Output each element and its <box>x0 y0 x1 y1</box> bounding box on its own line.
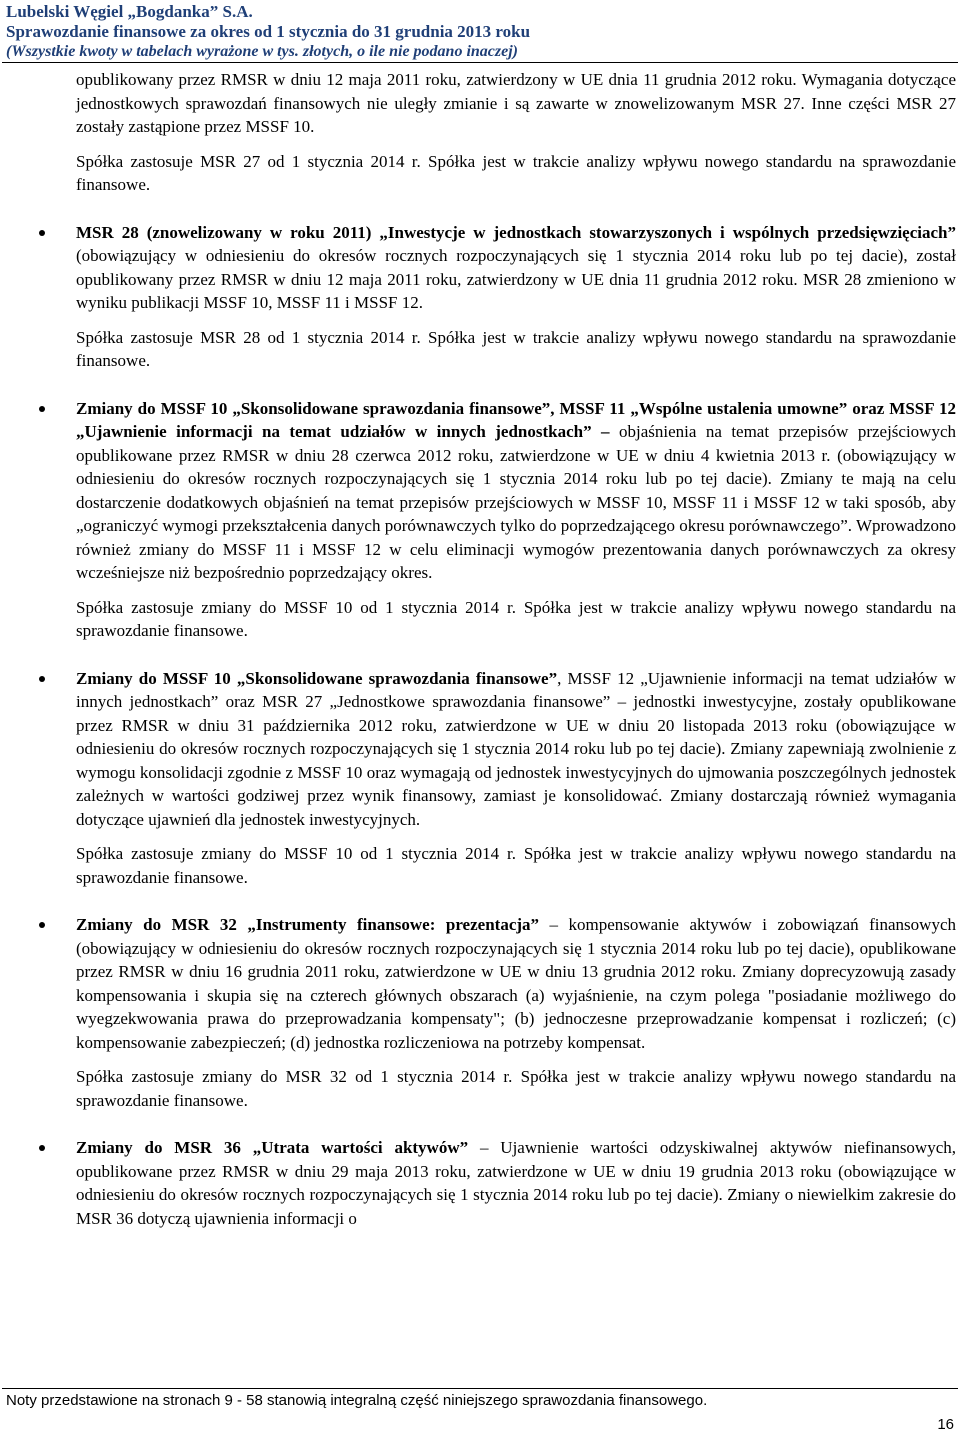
application-note: Spółka zastosuje MSR 28 od 1 stycznia 2014 r. Spółka jest w trakcie analizy wpływu nowego standardu na sprawozdanie finansowe. <box>76 327 956 370</box>
list-item-text <box>76 397 956 585</box>
bullet-icon <box>39 922 45 928</box>
header-rule <box>2 62 958 63</box>
document-body <box>76 68 956 1230</box>
bullet-icon <box>39 676 45 682</box>
bullet-icon <box>39 406 45 412</box>
list-item-lead: Zmiany do MSR 36 „Utrata wartości aktywów” <box>76 1138 469 1157</box>
list-item-body: (obowiązujący w odniesieniu do okresów rocznych rozpoczynających się 1 stycznia 2014 roku lub po tej dacie), został opublikowany przez RMSR w dniu 12 maja 2011 roku, zatwierdzony w UE dnia 11 grudnia 2012 roku. MSR 28 zmieniono w wyniku publikacji MSSF 10, MSSF 11 i MSSF 12. <box>76 246 956 312</box>
list-item-text <box>76 1136 956 1230</box>
company-name: Lubelski Węgiel „Bogdanka” S.A. <box>6 2 253 21</box>
list-item <box>76 1136 956 1230</box>
list-item <box>76 913 956 1112</box>
list-item-body: , MSSF 12 „Ujawnienie informacji na temat udziałów w innych jednostkach” oraz MSR 27 „Jednostkowe sprawozdania finansowe” – jednostki inwestycyjne, zostały opublikowane przez RMSR w dniu 31 października 2012 roku, zatwierdzone w UE w dniu 20 listopada 2013 roku (obowiązujące w odniesieniu do okresów rocznych rozpoczynających się 1 stycznia 2014 roku lub po tej dacie). Zmiany zapewniają zwolnienie z wymogu konsolidacji zgodnie z MSSF 10 oraz wymagają od jednostek inwestycyjnych do ujmowania poszczególnych jednostek zależnych w wartości godziwej przez wynik finansowy, zamiast je konsolidować. Zmiany dostarczają również wymagania dotyczące ujawnień dla jednostek inwestycyjnych. <box>76 668 956 829</box>
report-title: Sprawozdanie finansowe za okres od 1 stycznia do 31 grudnia 2013 roku <box>6 22 531 41</box>
bullet-icon <box>39 230 45 236</box>
list-item <box>76 221 956 373</box>
list-item-lead: MSR 28 (znowelizowany w roku 2011) „Inwestycje w jednostkach stowarzyszonych i wspólnych przedsięwzięciach” <box>76 222 956 242</box>
page-header <box>6 2 956 62</box>
list-item-body: objaśnienia na temat przepisów przejściowych opublikowane przez RMSR w dniu 28 czerwca 2012 roku, zatwierdzone w UE w dniu 4 kwietnia 2013 r. (obowiązujący w odniesieniu do okresów rocznych rozpoczynających się 1 stycznia 2014 roku lub po tej dacie). Zmiany te mają na celu dostarczenie dodatkowych objaśnień na temat przepisów przejściowych w MSSF 10, MSSF 11 i MSSF 12 w taki sposób, aby „ograniczyć wymogi przekształcenia danych porównawczych tylko do poprzedzającego okresu porównawczego”. Wprowadzono również zmiany do MSSF 11 i MSSF 12 w celu eliminacji wymogów prezentowania danych porównawczych za okresy wcześniejsze niż bezpośrednio poprzedzający okres. <box>76 422 957 582</box>
footer-note: Noty przedstawione na stronach 9 - 58 stanowią integralną część niniejszego sprawozdania finansowego. <box>6 1392 708 1409</box>
list-item-lead: Zmiany do MSR 32 „Instrumenty finansowe: prezentacja” <box>76 915 540 934</box>
list-item-text <box>76 221 956 315</box>
amounts-note: (Wszystkie kwoty w tabelach wyrażone w tys. złotych, o ile nie podano inaczej) <box>6 43 518 60</box>
list-item-body: – Ujawnienie wartości odzyskiwalnej aktywów niefinansowych, opublikowane przez RMSR w dniu 29 maja 2013 roku, zatwierdzone w UE w dniu 19 grudnia 2013 roku (obowiązujące w odniesieniu do okresów rocznych rozpoczynających się 1 stycznia 2014 roku lub po tej dacie). Zmiany o niewielkim zakresie do MSR 36 dotyczą ujawnienia informacji o <box>76 1138 957 1228</box>
list-item-text <box>76 667 956 832</box>
application-note: Spółka zastosuje zmiany do MSSF 10 od 1 stycznia 2014 r. Spółka jest w trakcie analizy wpływu nowego standardu na sprawozdanie finansowe. <box>76 844 956 887</box>
list-item-lead: Zmiany do MSSF 10 „Skonsolidowane sprawozdania finansowe” <box>76 668 558 688</box>
footer-rule <box>2 1388 958 1389</box>
intro-paragraph: opublikowany przez RMSR w dniu 12 maja 2011 roku, zatwierdzony w UE dnia 11 grudnia 2012 roku. Wymagania dotyczące jednostkowych sprawozdań finansowych nie uległy zmianie i są zawarte w znowelizowanym MSR 27. Inne części MSR 27 zostały zastąpione przez MSSF 10. <box>76 70 956 136</box>
list-item-body: – kompensowanie aktywów i zobowiązań finansowych (obowiązujący w odniesieniu do okresów rocznych rozpoczynających się 1 stycznia 2014 roku lub po tej dacie), opublikowane przez RMSR w dniu 16 grudnia 2011 roku, zatwierdzone w UE w dniu 13 grudnia 2012 roku. Zmiany doprecyzowują zasady kompensowania i skupia się na czterech głównych obszarach (a) wyjaśnienie, na czym polega "posiadanie możliwego do wyegzekwowania prawa do przeprowadzania kompensaty"; (b) jednoczesne przeprowadzanie kompensat i rozliczeń; (c) kompensowanie zabezpieczeń; (d) jednostka rozliczeniowa na potrzeby kompensat. <box>76 915 956 1052</box>
list-item-lead: Zmiany do MSSF 10 „Skonsolidowane sprawozdania finansowe”, MSSF 11 „Wspólne ustalenia umowne” oraz MSSF 12 „Ujawnienie informacji na temat udziałów w innych jednostkach” – <box>76 398 956 441</box>
page-number: 16 <box>937 1416 954 1433</box>
application-note: Spółka zastosuje zmiany do MSSF 10 od 1 stycznia 2014 r. Spółka jest w trakcie analizy wpływu nowego standardu na sprawozdanie finansowe. <box>76 597 956 640</box>
bullet-icon <box>39 1145 45 1151</box>
intro-application-note: Spółka zastosuje MSR 27 od 1 stycznia 2014 r. Spółka jest w trakcie analizy wpływu nowego standardu na sprawozdanie finansowe. <box>76 151 956 194</box>
application-note: Spółka zastosuje zmiany do MSR 32 od 1 stycznia 2014 r. Spółka jest w trakcie analizy wpływu nowego standardu na sprawozdanie finansowe. <box>76 1067 956 1110</box>
list-item-text <box>76 913 956 1054</box>
list-item <box>76 667 956 890</box>
list-item <box>76 397 956 643</box>
